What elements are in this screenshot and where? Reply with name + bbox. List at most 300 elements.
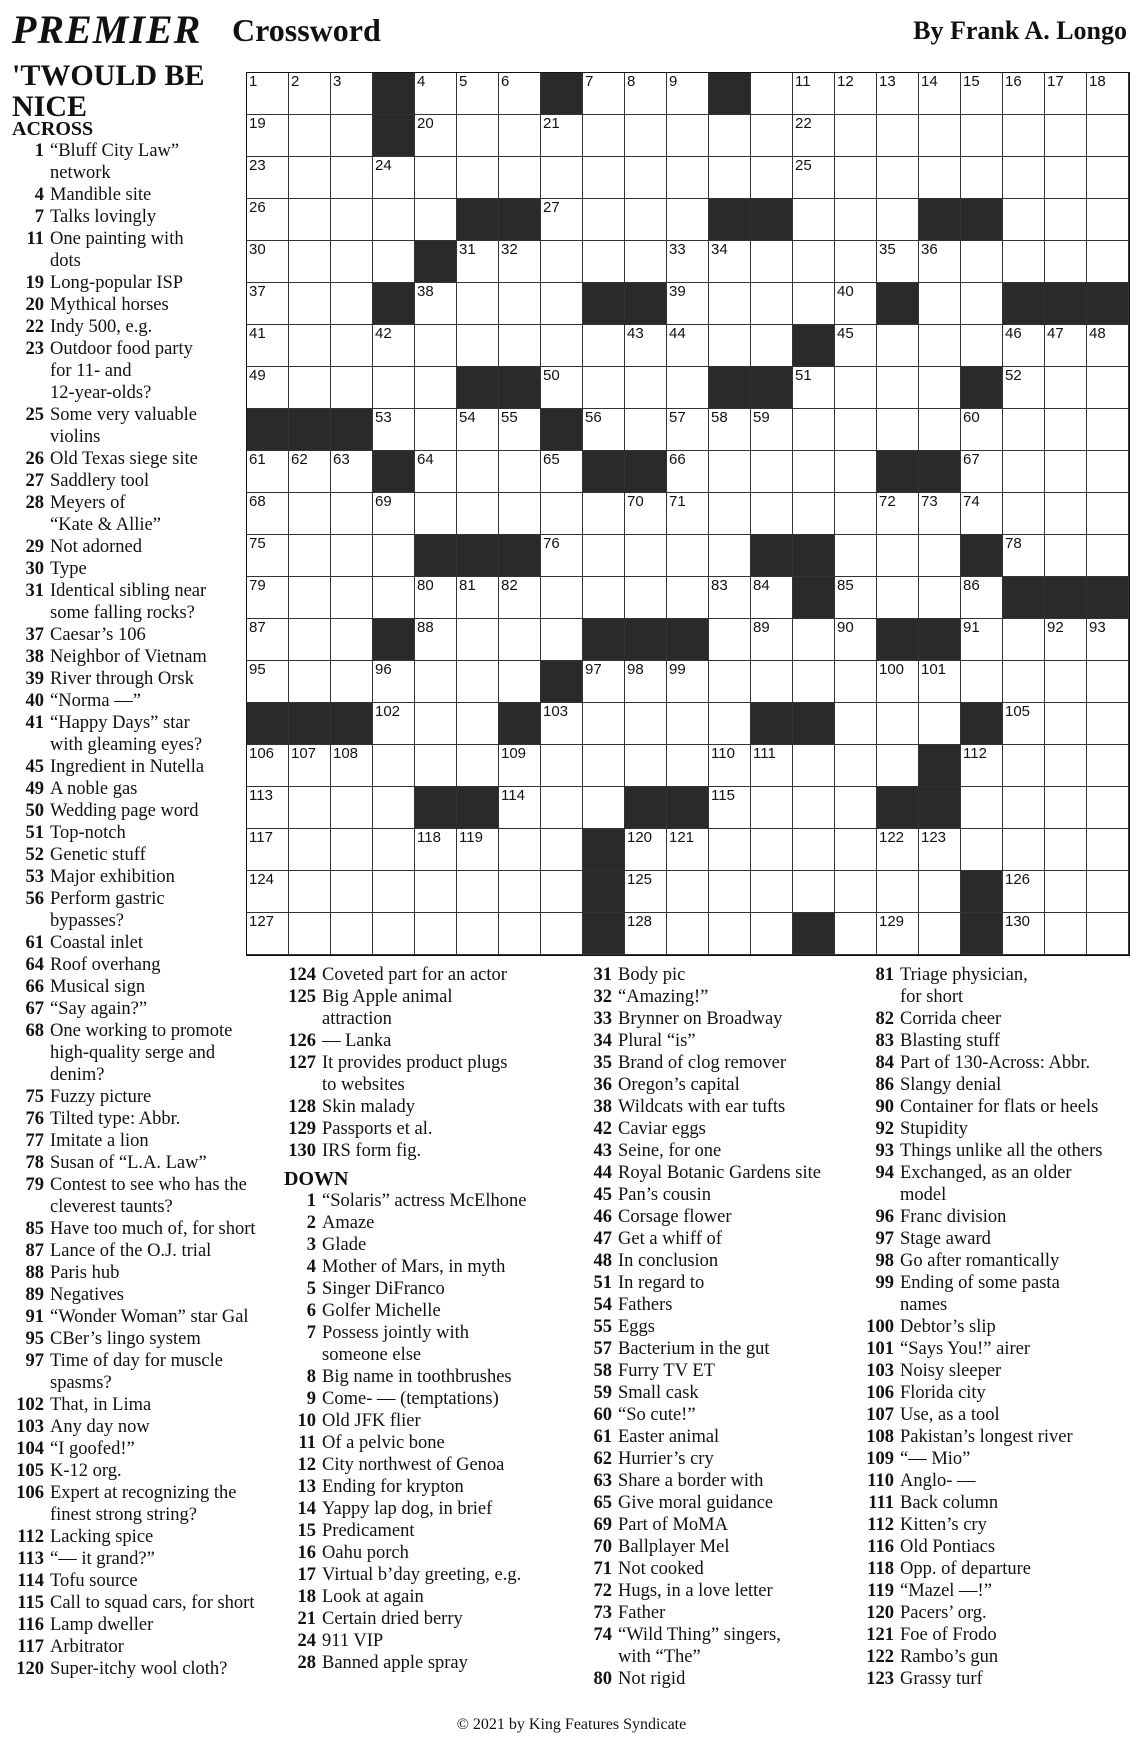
grid-cell[interactable]: [667, 871, 709, 913]
grid-cell[interactable]: [751, 451, 793, 493]
grid-cell[interactable]: [877, 367, 919, 409]
grid-cell[interactable]: [499, 661, 541, 703]
grid-cell[interactable]: [1003, 871, 1045, 913]
grid-cell[interactable]: [877, 493, 919, 535]
grid-cell[interactable]: [835, 283, 877, 325]
grid-cell[interactable]: [667, 283, 709, 325]
grid-cell[interactable]: [583, 409, 625, 451]
grid-cell[interactable]: [1045, 367, 1087, 409]
grid-cell[interactable]: [457, 661, 499, 703]
grid-cell[interactable]: [1003, 535, 1045, 577]
grid-cell[interactable]: [877, 745, 919, 787]
grid-cell[interactable]: [457, 829, 499, 871]
grid-cell[interactable]: [541, 325, 583, 367]
grid-cell[interactable]: [919, 241, 961, 283]
grid-cell[interactable]: [289, 661, 331, 703]
grid-cell[interactable]: [919, 703, 961, 745]
grid-cell[interactable]: [1087, 157, 1129, 199]
grid-cell[interactable]: [1087, 535, 1129, 577]
grid-cell[interactable]: [415, 283, 457, 325]
grid-cell[interactable]: [961, 283, 1003, 325]
grid-cell[interactable]: [247, 241, 289, 283]
grid-cell[interactable]: [289, 577, 331, 619]
grid-cell[interactable]: [793, 241, 835, 283]
grid-cell[interactable]: [247, 325, 289, 367]
grid-cell[interactable]: [919, 829, 961, 871]
grid-cell[interactable]: [877, 409, 919, 451]
grid-cell[interactable]: [1045, 493, 1087, 535]
grid-cell[interactable]: [793, 283, 835, 325]
grid-cell[interactable]: [919, 367, 961, 409]
grid-cell[interactable]: [919, 493, 961, 535]
grid-cell[interactable]: [331, 745, 373, 787]
grid-cell[interactable]: [289, 871, 331, 913]
grid-cell[interactable]: [625, 661, 667, 703]
grid-cell[interactable]: [877, 157, 919, 199]
grid-cell[interactable]: [667, 493, 709, 535]
grid-cell[interactable]: [877, 703, 919, 745]
grid-cell[interactable]: [415, 745, 457, 787]
grid-cell[interactable]: [793, 157, 835, 199]
grid-cell[interactable]: [709, 619, 751, 661]
grid-cell[interactable]: [961, 745, 1003, 787]
grid-cell[interactable]: [877, 829, 919, 871]
grid-cell[interactable]: [877, 199, 919, 241]
grid-cell[interactable]: [625, 493, 667, 535]
grid-cell[interactable]: [289, 787, 331, 829]
grid-cell[interactable]: [625, 241, 667, 283]
grid-cell[interactable]: [247, 283, 289, 325]
grid-cell[interactable]: [373, 199, 415, 241]
grid-cell[interactable]: [751, 787, 793, 829]
grid-cell[interactable]: [373, 409, 415, 451]
grid-cell[interactable]: [1087, 871, 1129, 913]
grid-cell[interactable]: [499, 451, 541, 493]
grid-cell[interactable]: [751, 913, 793, 955]
grid-cell[interactable]: [1087, 913, 1129, 955]
grid-cell[interactable]: [919, 115, 961, 157]
grid-cell[interactable]: [1087, 703, 1129, 745]
grid-cell[interactable]: [1087, 661, 1129, 703]
grid-cell[interactable]: [1045, 241, 1087, 283]
grid-cell[interactable]: [1003, 913, 1045, 955]
grid-cell[interactable]: [709, 325, 751, 367]
grid-cell[interactable]: [247, 199, 289, 241]
grid-cell[interactable]: [667, 703, 709, 745]
grid-cell[interactable]: [457, 871, 499, 913]
grid-cell[interactable]: [247, 913, 289, 955]
grid-cell[interactable]: [289, 451, 331, 493]
grid-cell[interactable]: [331, 535, 373, 577]
grid-cell[interactable]: [583, 787, 625, 829]
grid-cell[interactable]: [457, 913, 499, 955]
grid-cell[interactable]: [289, 157, 331, 199]
grid-cell[interactable]: [331, 241, 373, 283]
grid-cell[interactable]: [793, 73, 835, 115]
grid-cell[interactable]: [541, 871, 583, 913]
grid-cell[interactable]: [373, 871, 415, 913]
grid-cell[interactable]: [877, 871, 919, 913]
grid-cell[interactable]: [541, 157, 583, 199]
grid-cell[interactable]: [247, 745, 289, 787]
grid-cell[interactable]: [625, 115, 667, 157]
grid-cell[interactable]: [289, 913, 331, 955]
grid-cell[interactable]: [499, 115, 541, 157]
grid-cell[interactable]: [541, 745, 583, 787]
grid-cell[interactable]: [331, 115, 373, 157]
grid-cell[interactable]: [331, 829, 373, 871]
grid-cell[interactable]: [583, 367, 625, 409]
grid-cell[interactable]: [247, 535, 289, 577]
grid-cell[interactable]: [1003, 409, 1045, 451]
grid-cell[interactable]: [1045, 115, 1087, 157]
grid-cell[interactable]: [625, 199, 667, 241]
grid-cell[interactable]: [373, 367, 415, 409]
grid-cell[interactable]: [1087, 325, 1129, 367]
grid-cell[interactable]: [499, 493, 541, 535]
grid-cell[interactable]: [1045, 73, 1087, 115]
grid-cell[interactable]: [1045, 619, 1087, 661]
grid-cell[interactable]: [415, 661, 457, 703]
grid-cell[interactable]: [919, 661, 961, 703]
grid-cell[interactable]: [1045, 325, 1087, 367]
grid-cell[interactable]: [835, 871, 877, 913]
grid-cell[interactable]: [499, 745, 541, 787]
grid-cell[interactable]: [625, 73, 667, 115]
grid-cell[interactable]: [793, 871, 835, 913]
grid-cell[interactable]: [1087, 199, 1129, 241]
grid-cell[interactable]: [751, 73, 793, 115]
grid-cell[interactable]: [835, 409, 877, 451]
grid-cell[interactable]: [667, 241, 709, 283]
grid-cell[interactable]: [709, 409, 751, 451]
grid-cell[interactable]: [1045, 409, 1087, 451]
grid-cell[interactable]: [835, 451, 877, 493]
grid-cell[interactable]: [667, 367, 709, 409]
grid-cell[interactable]: [289, 535, 331, 577]
grid-cell[interactable]: [1087, 787, 1129, 829]
grid-cell[interactable]: [541, 913, 583, 955]
grid-cell[interactable]: [961, 661, 1003, 703]
grid-cell[interactable]: [1045, 451, 1087, 493]
grid-cell[interactable]: [751, 829, 793, 871]
grid-cell[interactable]: [247, 493, 289, 535]
grid-cell[interactable]: [415, 325, 457, 367]
grid-cell[interactable]: [457, 703, 499, 745]
grid-cell[interactable]: [667, 325, 709, 367]
grid-cell[interactable]: [541, 367, 583, 409]
grid-cell[interactable]: [499, 241, 541, 283]
grid-cell[interactable]: [331, 661, 373, 703]
grid-cell[interactable]: [751, 871, 793, 913]
grid-cell[interactable]: [877, 115, 919, 157]
grid-cell[interactable]: [289, 283, 331, 325]
grid-cell[interactable]: [793, 745, 835, 787]
grid-cell[interactable]: [1087, 241, 1129, 283]
grid-cell[interactable]: [583, 535, 625, 577]
grid-cell[interactable]: [247, 619, 289, 661]
grid-cell[interactable]: [1003, 199, 1045, 241]
grid-cell[interactable]: [541, 241, 583, 283]
grid-cell[interactable]: [373, 493, 415, 535]
grid-cell[interactable]: [625, 157, 667, 199]
grid-cell[interactable]: [541, 535, 583, 577]
grid-cell[interactable]: [331, 577, 373, 619]
grid-cell[interactable]: [541, 451, 583, 493]
grid-cell[interactable]: [1045, 199, 1087, 241]
grid-cell[interactable]: [751, 241, 793, 283]
grid-cell[interactable]: [835, 157, 877, 199]
grid-cell[interactable]: [1045, 157, 1087, 199]
grid-cell[interactable]: [583, 157, 625, 199]
grid-cell[interactable]: [1003, 787, 1045, 829]
grid-cell[interactable]: [709, 283, 751, 325]
grid-cell[interactable]: [1045, 787, 1087, 829]
grid-cell[interactable]: [709, 703, 751, 745]
grid-cell[interactable]: [499, 871, 541, 913]
grid-cell[interactable]: [541, 115, 583, 157]
grid-cell[interactable]: [289, 199, 331, 241]
grid-cell[interactable]: [709, 493, 751, 535]
grid-cell[interactable]: [331, 871, 373, 913]
grid-cell[interactable]: [499, 577, 541, 619]
grid-cell[interactable]: [247, 451, 289, 493]
grid-cell[interactable]: [541, 283, 583, 325]
grid-cell[interactable]: [835, 241, 877, 283]
grid-cell[interactable]: [247, 577, 289, 619]
grid-cell[interactable]: [835, 73, 877, 115]
grid-cell[interactable]: [835, 703, 877, 745]
grid-cell[interactable]: [373, 745, 415, 787]
grid-cell[interactable]: [1087, 115, 1129, 157]
grid-cell[interactable]: [1045, 661, 1087, 703]
grid-cell[interactable]: [961, 577, 1003, 619]
grid-cell[interactable]: [541, 703, 583, 745]
grid-cell[interactable]: [835, 829, 877, 871]
grid-cell[interactable]: [961, 241, 1003, 283]
grid-cell[interactable]: [499, 157, 541, 199]
grid-cell[interactable]: [1045, 829, 1087, 871]
grid-cell[interactable]: [709, 241, 751, 283]
grid-cell[interactable]: [793, 115, 835, 157]
grid-cell[interactable]: [961, 157, 1003, 199]
grid-cell[interactable]: [877, 577, 919, 619]
grid-cell[interactable]: [793, 619, 835, 661]
grid-cell[interactable]: [625, 577, 667, 619]
grid-cell[interactable]: [793, 199, 835, 241]
grid-cell[interactable]: [625, 829, 667, 871]
grid-cell[interactable]: [835, 199, 877, 241]
grid-cell[interactable]: [961, 325, 1003, 367]
grid-cell[interactable]: [331, 283, 373, 325]
grid-cell[interactable]: [415, 367, 457, 409]
grid-cell[interactable]: [1003, 241, 1045, 283]
grid-cell[interactable]: [751, 577, 793, 619]
grid-cell[interactable]: [961, 829, 1003, 871]
grid-cell[interactable]: [1045, 535, 1087, 577]
grid-cell[interactable]: [247, 787, 289, 829]
grid-cell[interactable]: [793, 829, 835, 871]
grid-cell[interactable]: [835, 661, 877, 703]
grid-cell[interactable]: [331, 73, 373, 115]
grid-cell[interactable]: [709, 577, 751, 619]
grid-cell[interactable]: [247, 115, 289, 157]
grid-cell[interactable]: [1003, 115, 1045, 157]
grid-cell[interactable]: [793, 409, 835, 451]
grid-cell[interactable]: [625, 325, 667, 367]
grid-cell[interactable]: [583, 199, 625, 241]
grid-cell[interactable]: [667, 535, 709, 577]
grid-cell[interactable]: [1087, 367, 1129, 409]
grid-cell[interactable]: [415, 73, 457, 115]
grid-cell[interactable]: [835, 367, 877, 409]
grid-cell[interactable]: [373, 241, 415, 283]
grid-cell[interactable]: [331, 451, 373, 493]
grid-cell[interactable]: [541, 199, 583, 241]
grid-cell[interactable]: [583, 241, 625, 283]
grid-cell[interactable]: [373, 703, 415, 745]
grid-cell[interactable]: [835, 913, 877, 955]
grid-cell[interactable]: [625, 745, 667, 787]
grid-cell[interactable]: [289, 745, 331, 787]
grid-cell[interactable]: [1003, 157, 1045, 199]
grid-cell[interactable]: [457, 241, 499, 283]
grid-cell[interactable]: [331, 367, 373, 409]
grid-cell[interactable]: [247, 829, 289, 871]
grid-cell[interactable]: [457, 283, 499, 325]
grid-cell[interactable]: [289, 73, 331, 115]
grid-cell[interactable]: [1003, 325, 1045, 367]
grid-cell[interactable]: [835, 745, 877, 787]
grid-cell[interactable]: [415, 451, 457, 493]
grid-cell[interactable]: [961, 493, 1003, 535]
grid-cell[interactable]: [751, 409, 793, 451]
grid-cell[interactable]: [667, 913, 709, 955]
grid-cell[interactable]: [247, 871, 289, 913]
grid-cell[interactable]: [709, 157, 751, 199]
grid-cell[interactable]: [331, 787, 373, 829]
grid-cell[interactable]: [499, 73, 541, 115]
grid-cell[interactable]: [961, 787, 1003, 829]
grid-cell[interactable]: [331, 157, 373, 199]
grid-cell[interactable]: [793, 493, 835, 535]
grid-cell[interactable]: [1003, 451, 1045, 493]
grid-cell[interactable]: [373, 325, 415, 367]
grid-cell[interactable]: [415, 493, 457, 535]
grid-cell[interactable]: [709, 745, 751, 787]
grid-cell[interactable]: [751, 115, 793, 157]
grid-cell[interactable]: [793, 451, 835, 493]
grid-cell[interactable]: [709, 787, 751, 829]
grid-cell[interactable]: [331, 199, 373, 241]
grid-cell[interactable]: [835, 325, 877, 367]
grid-cell[interactable]: [415, 829, 457, 871]
grid-cell[interactable]: [877, 241, 919, 283]
grid-cell[interactable]: [541, 493, 583, 535]
grid-cell[interactable]: [961, 619, 1003, 661]
grid-cell[interactable]: [1087, 409, 1129, 451]
grid-cell[interactable]: [877, 535, 919, 577]
grid-cell[interactable]: [583, 493, 625, 535]
grid-cell[interactable]: [793, 787, 835, 829]
grid-cell[interactable]: [331, 325, 373, 367]
grid-cell[interactable]: [373, 829, 415, 871]
grid-cell[interactable]: [877, 325, 919, 367]
grid-cell[interactable]: [835, 787, 877, 829]
grid-cell[interactable]: [919, 913, 961, 955]
grid-cell[interactable]: [1003, 73, 1045, 115]
grid-cell[interactable]: [247, 157, 289, 199]
grid-cell[interactable]: [541, 787, 583, 829]
grid-cell[interactable]: [289, 619, 331, 661]
grid-cell[interactable]: [415, 619, 457, 661]
grid-cell[interactable]: [667, 199, 709, 241]
grid-cell[interactable]: [415, 115, 457, 157]
grid-cell[interactable]: [583, 73, 625, 115]
grid-cell[interactable]: [583, 325, 625, 367]
grid-cell[interactable]: [331, 619, 373, 661]
grid-cell[interactable]: [415, 409, 457, 451]
grid-cell[interactable]: [919, 577, 961, 619]
grid-cell[interactable]: [961, 73, 1003, 115]
grid-cell[interactable]: [247, 661, 289, 703]
grid-cell[interactable]: [583, 745, 625, 787]
grid-cell[interactable]: [499, 829, 541, 871]
grid-cell[interactable]: [583, 661, 625, 703]
grid-cell[interactable]: [457, 409, 499, 451]
grid-cell[interactable]: [373, 661, 415, 703]
grid-cell[interactable]: [499, 409, 541, 451]
grid-cell[interactable]: [625, 913, 667, 955]
grid-cell[interactable]: [541, 577, 583, 619]
grid-cell[interactable]: [709, 535, 751, 577]
grid-cell[interactable]: [793, 367, 835, 409]
grid-cell[interactable]: [247, 73, 289, 115]
grid-cell[interactable]: [709, 115, 751, 157]
grid-cell[interactable]: [751, 619, 793, 661]
grid-cell[interactable]: [373, 157, 415, 199]
grid-cell[interactable]: [1003, 493, 1045, 535]
grid-cell[interactable]: [289, 241, 331, 283]
grid-cell[interactable]: [583, 703, 625, 745]
grid-cell[interactable]: [919, 409, 961, 451]
grid-cell[interactable]: [961, 409, 1003, 451]
grid-cell[interactable]: [457, 577, 499, 619]
grid-cell[interactable]: [289, 367, 331, 409]
grid-cell[interactable]: [1087, 493, 1129, 535]
grid-cell[interactable]: [961, 451, 1003, 493]
grid-cell[interactable]: [835, 619, 877, 661]
grid-cell[interactable]: [1087, 451, 1129, 493]
grid-cell[interactable]: [919, 871, 961, 913]
grid-cell[interactable]: [499, 787, 541, 829]
grid-cell[interactable]: [877, 913, 919, 955]
grid-cell[interactable]: [247, 367, 289, 409]
grid-cell[interactable]: [667, 73, 709, 115]
grid-cell[interactable]: [919, 535, 961, 577]
grid-cell[interactable]: [751, 157, 793, 199]
grid-cell[interactable]: [709, 829, 751, 871]
grid-cell[interactable]: [751, 325, 793, 367]
grid-cell[interactable]: [415, 577, 457, 619]
grid-cell[interactable]: [625, 409, 667, 451]
grid-cell[interactable]: [1003, 661, 1045, 703]
grid-cell[interactable]: [373, 535, 415, 577]
grid-cell[interactable]: [919, 283, 961, 325]
grid-cell[interactable]: [1003, 829, 1045, 871]
grid-cell[interactable]: [751, 283, 793, 325]
grid-cell[interactable]: [415, 871, 457, 913]
